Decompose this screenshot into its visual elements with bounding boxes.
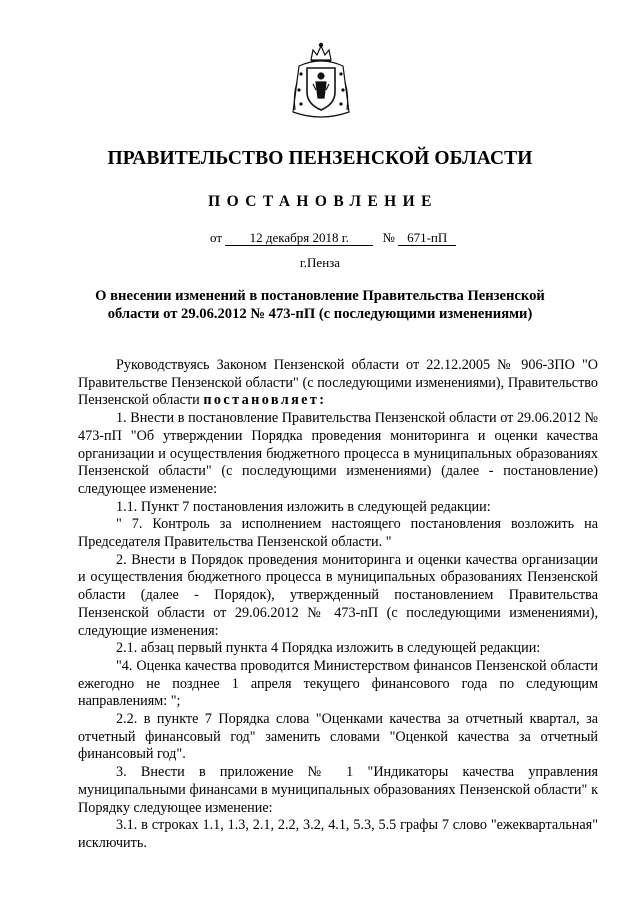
document-date: 12 декабря 2018 г. bbox=[225, 231, 373, 246]
number-sign: № bbox=[382, 230, 395, 245]
paragraph-2: 2. Внести в Порядок проведения мониторинга и оценки качества организации и осуществления бюджетного процесса в муниципальных образованиях Пензенской области (далее - Порядок), утвержденный постановлением Правительства Пензенской области от 29.06.2012 № 473-пП (с последующими изменениями), следующие изменения: bbox=[78, 551, 598, 639]
paragraph-1: 1. Внести в постановление Правительства Пензенской области от 29.06.2012 № 473-пП "Об утверждении Порядка проведения мониторинга и оценки качества организации и осуществления бюджетного процесса в муниципальных образованиях Пензенской области" (с последующими изменениями) (далее - постановление) следующее изменение: bbox=[78, 410, 598, 497]
paragraph-preamble bbox=[78, 357, 598, 410]
penza-coat-of-arms-icon bbox=[289, 42, 353, 122]
paragraph-2-1: 2.1. абзац первый пункта 4 Порядка изложить в следующей редакции: bbox=[116, 640, 541, 657]
paragraph-quote-7: " 7. Контроль за исполнением настоящего постановления возложить на Председателя Правительства Пензенской области. " bbox=[78, 516, 598, 551]
paragraph-3-1: 3.1. в строках 1.1, 1.3, 2.1, 2.2, 3.2, 4.1, 5.3, 5.5 графы 7 слово "ежеквартальная" исключить. bbox=[78, 817, 598, 851]
city-name: г.Пенза bbox=[299, 255, 341, 270]
date-prefix: от bbox=[210, 230, 223, 245]
paragraph-2-2: 2.2. в пункте 7 Порядка слова "Оценками качества за отчетный квартал, за отчетный финансовый год" заменить словами "Оценкой качества за отчетный финансовый год". bbox=[78, 711, 598, 763]
paragraph-quote-4: "4. Оценка качества проводится Министерством финансов Пензенской области ежегодно не позднее 1 апреля текущего финансового года по следующим направлениям: "; bbox=[78, 657, 598, 710]
document-body bbox=[78, 357, 598, 853]
paragraph-1-1: 1.1. Пункт 7 постановления изложить в следующей редакции: bbox=[116, 498, 491, 515]
decree-verb: постановляет: bbox=[203, 392, 327, 409]
organization-title: ПРАВИТЕЛЬСТВО ПЕНЗЕНСКОЙ ОБЛАСТИ bbox=[107, 148, 533, 169]
document-number: 671-пП bbox=[398, 231, 456, 246]
date-number-line bbox=[210, 230, 456, 246]
document-type: ПОСТАНОВЛЕНИЕ bbox=[208, 193, 438, 210]
paragraph-3: 3. Внести в приложение № 1 "Индикаторы качества управления муниципальными финансами в муниципальных образованиях Пензенской области" к Порядку следующее изменение: bbox=[78, 764, 598, 816]
preamble-text: Руководствуясь Законом Пензенской области от 22.12.2005 № 906-ЗПО "О Правительстве Пензенской области" (с последующими изменениями), Правительство Пензенской области bbox=[78, 357, 598, 409]
document-subject: О внесении изменений в постановление Правительства Пензенской области от 29.06.2012 № 473-пП (с последующими изменениями) bbox=[95, 288, 545, 322]
